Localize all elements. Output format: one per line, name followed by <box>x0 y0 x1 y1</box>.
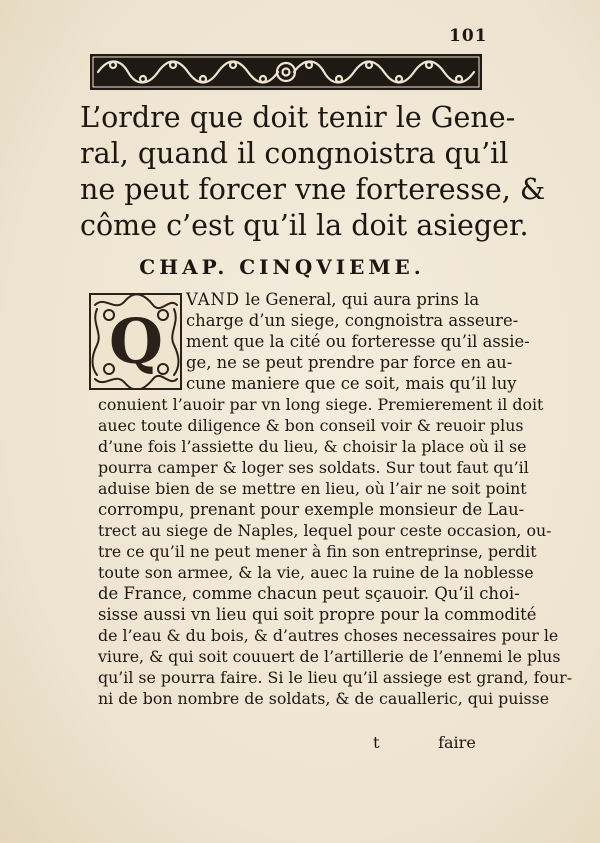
text-line: toute son armee, & la vie, auec la ruine de la noblesse <box>98 563 534 582</box>
text-line: auec toute diligence & bon conseil voir & reuoir plus <box>98 416 524 435</box>
chapter-title <box>80 100 546 244</box>
text-line: corrompu, prenant pour exemple monsieur de Lau- <box>98 500 525 519</box>
text-line: de l’eau & du bois, & d’autres choses necessaires pour le <box>98 626 559 645</box>
text-line: pourra camper & loger ses soldats. Sur tout faut qu’il <box>98 458 529 477</box>
ornamental-headpiece <box>90 54 482 90</box>
decorated-initial <box>89 293 182 390</box>
text-line: ge, ne se peut prendre par force en au- <box>186 353 513 372</box>
catchword: faire <box>438 733 476 752</box>
text-line: cune maniere que ce soit, mais qu’il luy <box>186 374 517 393</box>
title-line: ne peut forcer vne forteresse, & <box>80 173 546 206</box>
opening-word: VAND <box>186 290 241 309</box>
title-line: ral, quand il congnoistra qu’il <box>80 137 509 170</box>
title-line: L’ordre que doit tenir le Gene- <box>80 101 516 134</box>
text-line: charge d’un siege, congnoistra asseure- <box>186 311 519 330</box>
text-line: aduise bien de se mettre en lieu, où l’air ne soit point <box>98 479 527 498</box>
text-line: qu’il se pourra faire. Si le lieu qu’il assiege est grand, four- <box>98 668 573 687</box>
text-line: trect au siege de Naples, lequel pour ceste occasion, ou- <box>98 521 552 540</box>
text-line: VAND le General, qui aura prins la <box>186 290 480 309</box>
signature-mark: t <box>373 733 380 752</box>
text-line: ni de bon nombre de soldats, & de caualleric, qui puisse <box>98 689 550 708</box>
page-footer <box>373 733 493 752</box>
text-line: sisse aussi vn lieu qui soit propre pour la commodité <box>98 605 537 624</box>
text-line: ment que la cité ou forteresse qu’il assie- <box>186 332 530 351</box>
text-line: viure, & qui soit couuert de l’artillerie de l’ennemi le plus <box>98 647 561 666</box>
text-line: tre ce qu’il ne peut mener à fin son entreprinse, perdit <box>98 542 537 561</box>
text-line: de France, comme chacun peut sçauoir. Qu’il choi- <box>98 584 520 603</box>
title-line: côme c’est qu’il la doit asieger. <box>80 209 529 242</box>
text-line: conuient l’auoir par vn long siege. Premierement il doit <box>98 395 544 414</box>
chapter-heading: CHAP. CINQVIEME. <box>139 255 425 279</box>
page-number: 101 <box>449 26 488 46</box>
initial-letter: Q <box>108 305 164 378</box>
text-line: d’une fois l’assiette du lieu, & choisir la place où il se <box>98 437 527 456</box>
